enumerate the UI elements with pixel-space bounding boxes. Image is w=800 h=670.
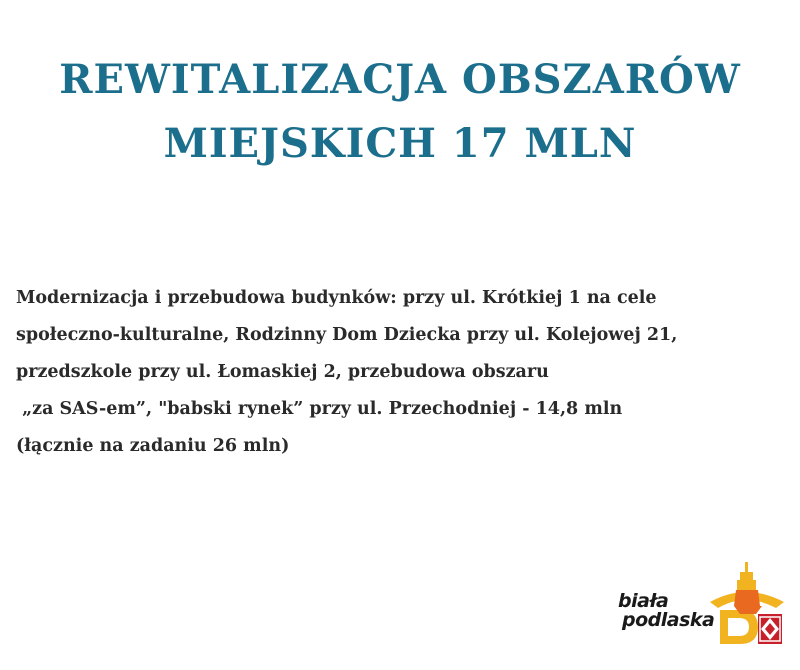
description-line: społeczno-kulturalne, Rodzinny Dom Dziecka przy ul. Kolejowej 21, (16, 325, 678, 345)
description-line: Modernizacja i przebudowa budynków: przy ul. Krótkiej 1 na cele (16, 288, 657, 308)
page-title (0, 48, 800, 176)
title-line-1: REWITALIZACJA OBSZARÓW (59, 56, 741, 103)
city-crest-icon (706, 562, 788, 646)
logo-wordmark (618, 592, 714, 630)
biala-podlaska-logo (618, 562, 788, 652)
logo-line-2: podlaska (622, 609, 715, 631)
description-line: „za SAS-em”, "babski rynek” przy ul. Przechodniej - 14,8 mln (16, 399, 623, 419)
description-text (16, 280, 796, 465)
description-line: (łącznie na zadaniu 26 mln) (16, 436, 290, 456)
logo-line-1: biała (618, 590, 669, 612)
description-line: przedszkole przy ul. Łomaskiej 2, przebudowa obszaru (16, 362, 549, 382)
title-line-2: MIEJSKICH 17 MLN (163, 120, 637, 167)
